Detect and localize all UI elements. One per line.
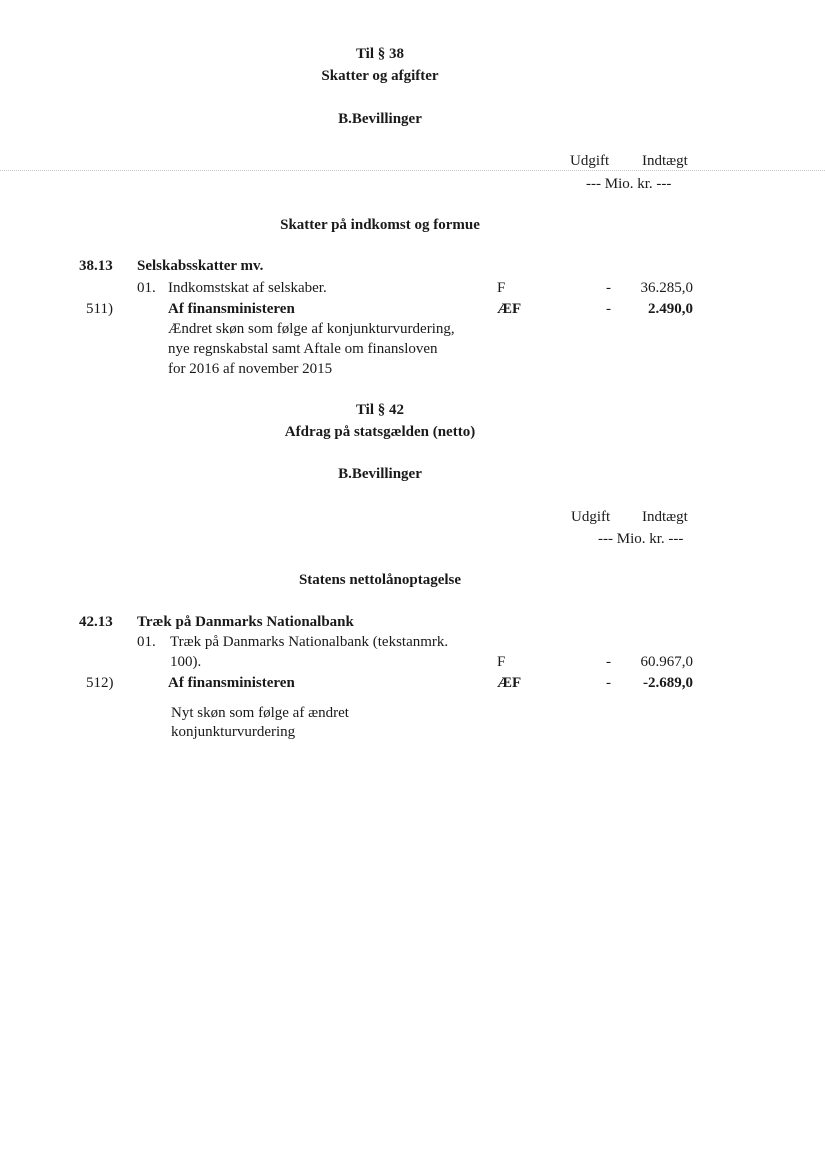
change-512-note-line1: Nyt skøn som følge af ændret: [171, 705, 349, 721]
section1-col-udgift: Udgift: [570, 153, 610, 169]
section2-sub: B.Bevillinger: [338, 466, 422, 482]
change-512-indtaegt: -2.689,0: [643, 675, 693, 691]
section2-col-udgift: Udgift: [571, 509, 611, 525]
item-01-label: Indkomstskat af selskaber.: [168, 280, 327, 296]
section1-sub: B.Bevillinger: [338, 111, 422, 127]
section2-title: Afdrag på statsgælden (netto): [284, 424, 476, 440]
change-511-note-line2: nye regnskabstal samt Aftale om finansloven: [168, 341, 438, 357]
section2-col-indtaegt: Indtægt: [642, 509, 688, 525]
change-511-indtaegt: 2.490,0: [648, 301, 693, 317]
item-01-number: 01.: [137, 280, 156, 296]
item-01-indtaegt: 36.285,0: [640, 280, 693, 296]
item2-01-label-line1: Træk på Danmarks Nationalbank (tekstanmrk.: [170, 634, 449, 650]
change-511-label: Af finansministeren: [168, 301, 295, 317]
account-42-13-name: Træk på Danmarks Nationalbank: [137, 614, 354, 630]
section2-til: Til § 42: [355, 402, 405, 418]
item2-01-indtaegt: 60.967,0: [640, 654, 693, 670]
change-512-code: ÆF: [497, 675, 522, 691]
scan-dotted-line: [0, 170, 825, 171]
item-01-udgift: -: [606, 280, 611, 296]
change-512-label: Af finansministeren: [168, 675, 295, 691]
section1-heading: Skatter på indkomst og formue: [280, 217, 480, 233]
change-511-code: ÆF: [497, 301, 522, 317]
change-511-note-line3: for 2016 af november 2015: [168, 361, 333, 377]
change-512-udgift: -: [606, 675, 611, 691]
change-511-ref: 511): [86, 301, 113, 317]
item-01-code: F: [497, 280, 506, 296]
change-512-ref: 512): [86, 675, 114, 691]
item2-01-code: F: [497, 654, 506, 670]
item2-01-udgift: -: [606, 654, 611, 670]
item2-01-number: 01.: [137, 634, 156, 650]
change-512-note-line2: konjunkturvurdering: [171, 724, 296, 740]
section1-til: Til § 38: [355, 46, 405, 62]
account-38-13-name: Selskabsskatter mv.: [137, 258, 264, 274]
account-38-13-number: 38.13: [79, 258, 113, 274]
change-511-udgift: -: [606, 301, 611, 317]
change-511-note-line1: Ændret skøn som følge af konjunkturvurdering,: [168, 321, 455, 337]
section1-col-indtaegt: Indtægt: [642, 153, 688, 169]
section2-heading: Statens nettolånoptagelse: [298, 572, 462, 588]
section2-unit: --- Mio. kr. ---: [598, 531, 684, 547]
account-42-13-number: 42.13: [79, 614, 113, 630]
item2-01-label-line2: 100).: [170, 654, 202, 670]
section1-title: Skatter og afgifter: [321, 68, 439, 84]
section1-unit: --- Mio. kr. ---: [586, 176, 672, 192]
